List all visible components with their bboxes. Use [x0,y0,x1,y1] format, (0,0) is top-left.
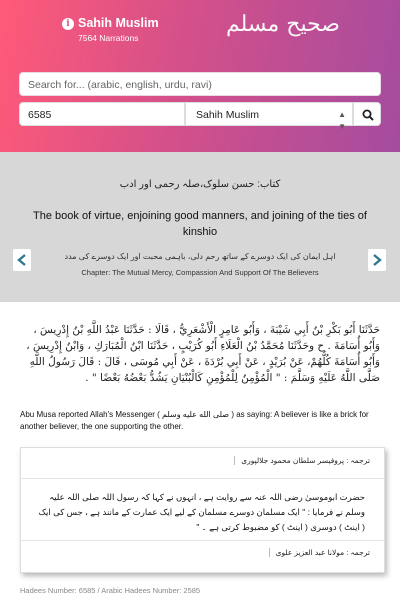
chevron-right-icon [372,254,382,266]
hadith-number-input[interactable]: 6585 [19,102,185,126]
header-banner [0,0,400,152]
chapter-panel [0,152,400,302]
hadith-number-footer: Hadees Number: 6585 / Arabic Hadees Number: 2585 [20,586,201,595]
chapter-title-urdu: اہل ایمان کی ایک دوسرے کے ساتھ رحم دلی، باہمی محبت اور ایک دوسرے کی مدد [64,252,336,261]
search-input[interactable]: Search for... (arabic, english, urdu, ravi) [19,72,381,96]
chapter-title-english: Chapter: The Mutual Mercy, Compassion And Support Of The Believers [81,268,319,277]
app-title: Sahih Muslim [78,16,159,30]
divider [21,478,384,479]
chevron-left-icon [17,254,27,266]
urdu-translation-card [20,447,385,573]
arabic-logo: صحيح مسلم [225,12,340,37]
previous-button[interactable] [13,249,31,271]
translator-label-1: ترجمہ : پروفیسر سلطان محمود جلالپوری [234,456,370,465]
hadith-arabic-text: حَدَّثَنَا أَبُو بَكْرِ بْنُ أَبِي شَيْبَةَ ، وَأَبُو عَامِرٍ الْأَشْعَرِيُّ ، قَالَا : حَدَّثَنَا عَبْدُ اللَّهِ بْنُ إِدْرِيسَ ، وَأَبُو أُسَامَةَ . ح وحَدَّثَنَا مُحَمَّدُ بْنُ الْعَلَاءِ أَبُو كُرَيْبٍ ، حَدَّثَنَا ابْنُ الْمُبَارَكِ ، وَابْنُ إِدْرِيسَ ، وَأَبُو أُسَامَةَ كُلُّهُمْ، عَنْ بُرَيْدٍ ، عَنْ أَبِي بُرْدَةَ ، عَنْ أَبِي مُوسَى ، قَالَ : قَالَ رَسُولُ اللَّهِ صَلَّى اللَّهُ عَلَيْهِ وَسَلَّمَ : " الْمُؤْمِنُ لِلْمُؤْمِنِ كَالْبُنْيَانِ يَشُدُّ بَعْضُهُ بَعْضًا " . [26,324,380,384]
hadith-english-text: Abu Musa reported Allah's Messenger ( صلى الله عليه وسلم ) as saying: A believer is like a brick for another believer, the one supporting the other. [20,410,369,431]
info-icon[interactable]: i [62,18,74,30]
search-icon [362,109,374,121]
collection-select-value: Sahih Muslim [196,109,260,121]
book-title-english: The book of virtue, enjoining good manners, and joining of the ties of kinshio [33,210,367,238]
divider [21,540,384,541]
search-button[interactable] [353,102,381,126]
hadith-urdu-text: حضرت ابوموسیٰ رضی اللہ عنہ سے روایت ہے ، انہوں نے کہا کہ رسول اللہ صلی اللہ علیہ وسلم نے فرمایا : " ایک مسلمان دوسرے مسلمان کے لیے ایک عمارت کے مانند ہے ، جس کی ایک ( اینٹ ) دوسری ( اینٹ ) کو مضبوط کرتی ہے ۔ " [38,492,365,532]
chevron-down-icon: ▲ ▼ [338,110,346,131]
collection-select[interactable] [185,102,353,131]
narration-count: 7564 Narrations [78,33,139,43]
translator-label-2: ترجمہ : مولانا عبد العزیز علوی [269,548,370,557]
next-button[interactable] [368,249,386,271]
book-title-urdu: کتاب: حسن سلوک،صلہ رحمی اور ادب [119,179,281,190]
